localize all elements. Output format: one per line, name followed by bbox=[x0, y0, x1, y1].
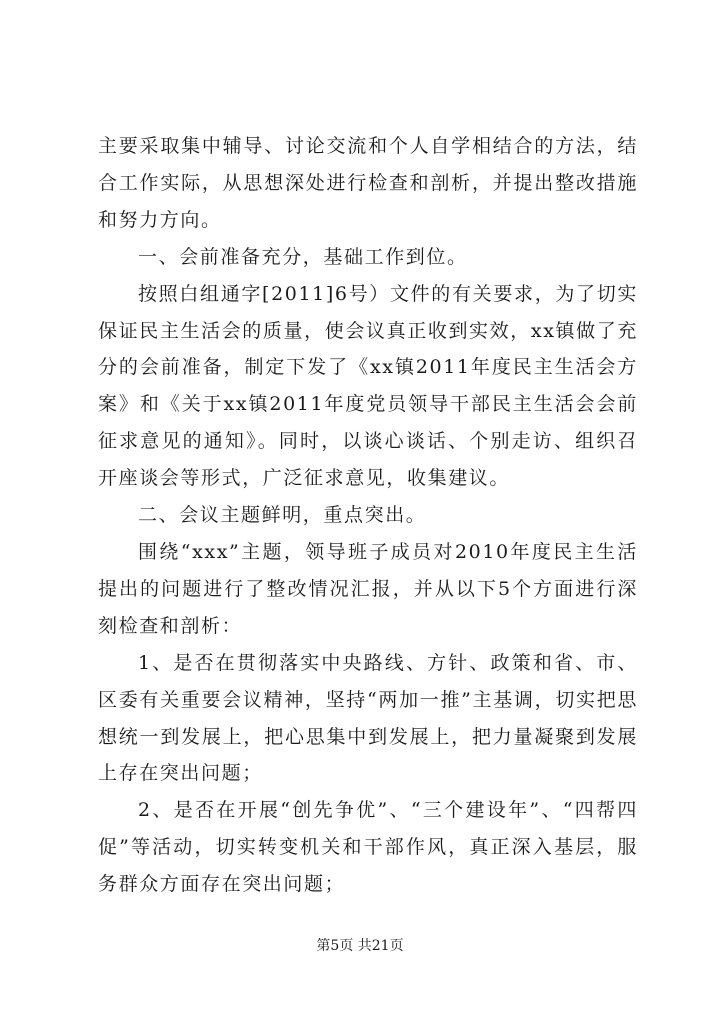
paragraph-theme: 围绕“xxx”主题，领导班子成员对2010年度民主生活提出的问题进行了整改情况汇报，并从以下5个方面进行深刻检查和剖析： bbox=[98, 540, 638, 637]
document-body bbox=[98, 128, 638, 903]
list-item-1: 1、是否在贯彻落实中央路线、方针、政策和省、市、区委有关重要会议精神，坚持“两加一推”主基调，切实把思想统一到发展上，把心思集中到发展上，把力量凝聚到发展上存在突出问题； bbox=[98, 651, 638, 785]
list-item-2: 2、是否在开展“创先争优”、“三个建设年”、“四帮四促”等活动，切实转变机关和干部作风，真正深入基层，服务群众方面存在突出问题； bbox=[98, 799, 638, 896]
section-heading-1: 一、会前准备充分，基础工作到位。 bbox=[138, 245, 468, 268]
paragraph-intro: 主要采取集中辅导、讨论交流和个人自学相结合的方法，结合工作实际，从思想深处进行检查和剖析，并提出整改措施和努力方向。 bbox=[98, 135, 638, 231]
section-heading-2: 二、会议主题鲜明，重点突出。 bbox=[138, 504, 427, 527]
paragraph-preparation: 按照白组通字[2011]6号）文件的有关要求，为了切实保证民主生活会的质量，使会议真正收到实效，xx镇做了充分的会前准备，制定下发了《xx镇2011年度民主生活会方案》和《关于xx镇2011年度党员领导干部民主生活会会前征求意见的通知》。同时，以谈心谈话、个别走访、组织召开座谈会等形式，广泛征求意见，收集建议。 bbox=[98, 282, 638, 490]
page-number-footer: 第5页 共21页 bbox=[316, 938, 404, 954]
